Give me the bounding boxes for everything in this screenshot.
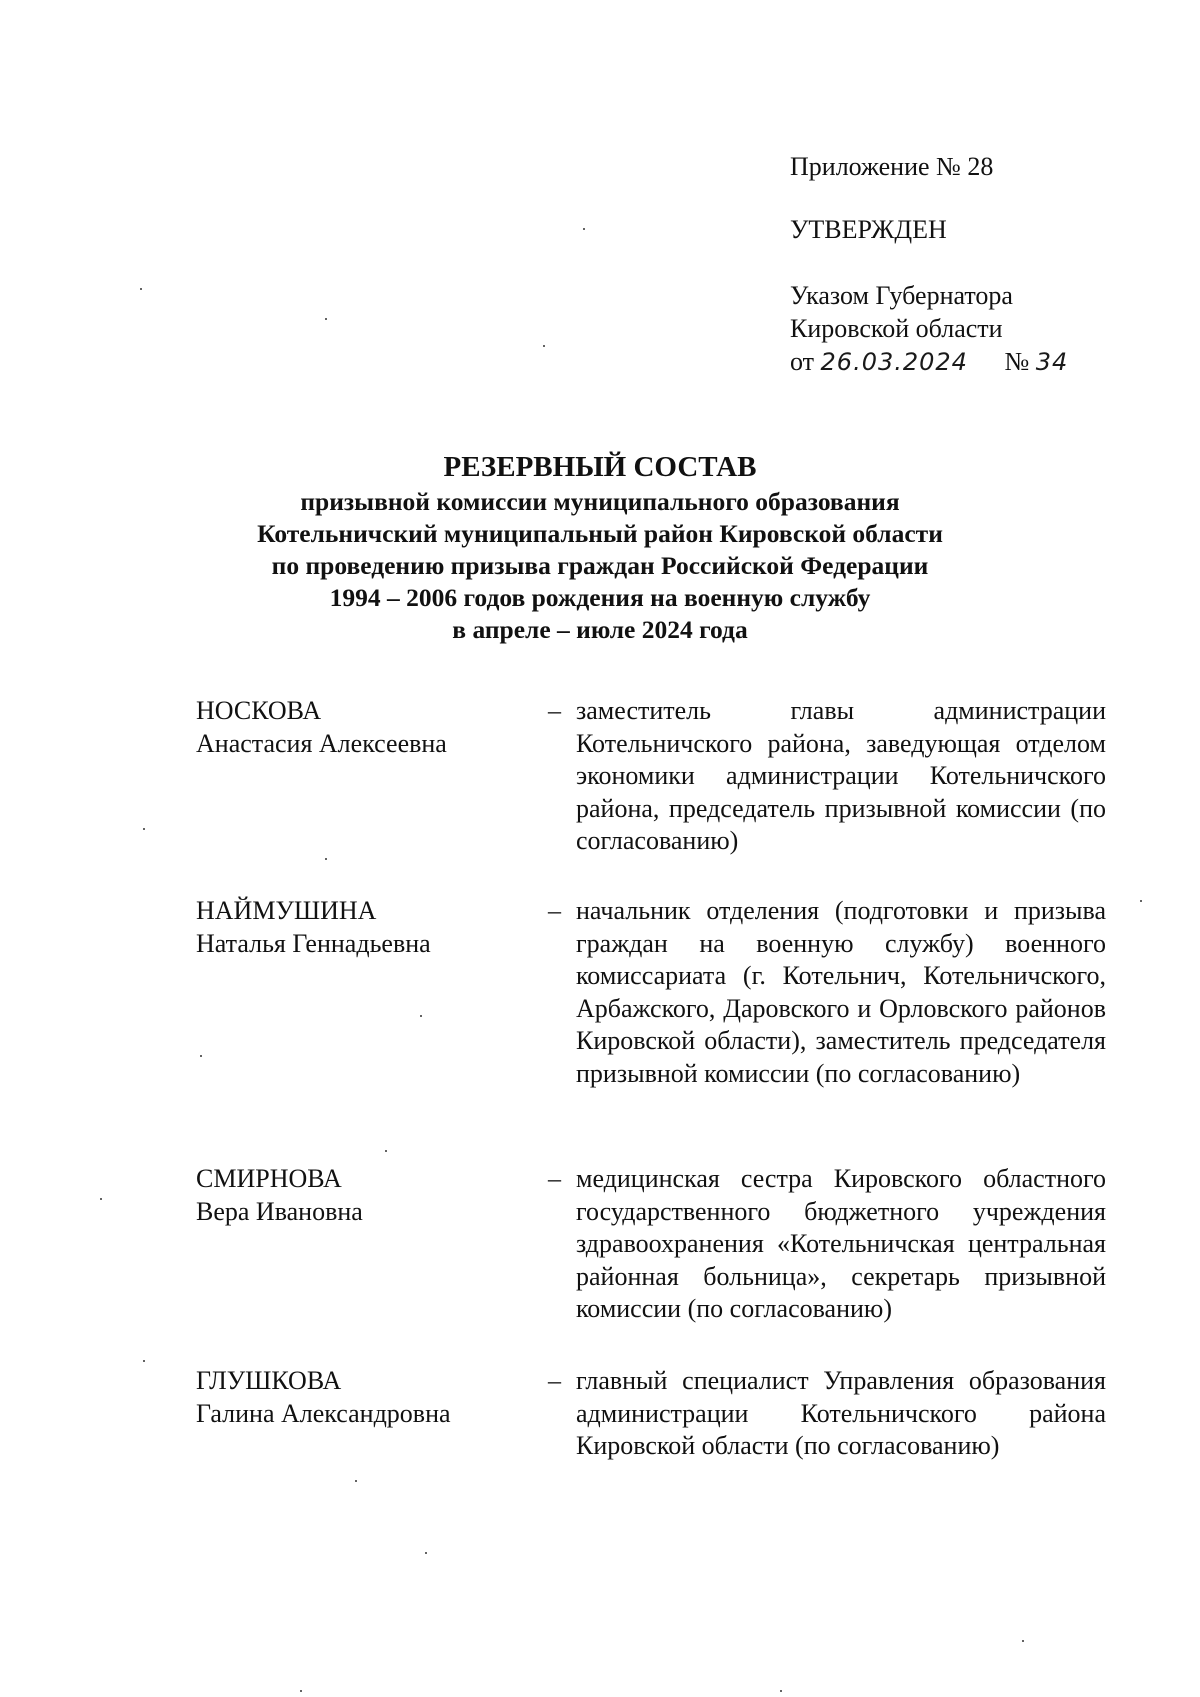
member-surname: НАЙМУШИНА xyxy=(196,896,377,925)
member-dash: – xyxy=(548,1366,561,1395)
scan-speck xyxy=(780,1690,782,1692)
member-given-names: Галина Александровна xyxy=(196,1398,451,1428)
title-line-5: в апреле – июле 2024 года xyxy=(452,615,748,644)
scan-speck xyxy=(200,1055,202,1057)
member-role: заместитель главы администрации Котельничского района, заведующая отделом экономики администрации Котельничского района, председатель призывной комиссии (по согласованию) xyxy=(576,696,1106,855)
decree-date-line xyxy=(790,345,1150,379)
scan-speck xyxy=(143,828,145,830)
scan-speck xyxy=(583,228,585,230)
member-dash: – xyxy=(548,1164,561,1193)
scan-speck xyxy=(543,345,545,347)
scan-speck xyxy=(140,288,142,290)
member-dash: – xyxy=(548,896,561,925)
title-line-1: призывной комиссии муниципального образования xyxy=(300,487,900,516)
approved-label: УТВЕРЖДЕН xyxy=(790,215,947,244)
member-name xyxy=(196,1365,536,1430)
member-role: главный специалист Управления образования администрации Котельничского района Кировской области (по согласованию) xyxy=(576,1366,1106,1460)
scan-speck xyxy=(300,1690,302,1692)
member-dash: – xyxy=(548,696,561,725)
scan-speck xyxy=(425,1552,427,1554)
appendix-number: Приложение № 28 xyxy=(790,152,994,181)
document-title-block xyxy=(0,448,1200,646)
title-line-2: Котельничский муниципальный район Кировской области xyxy=(257,519,943,548)
member-given-names: Наталья Геннадьевна xyxy=(196,928,431,958)
member-name xyxy=(196,695,536,760)
member-name xyxy=(196,895,536,960)
scan-speck xyxy=(1140,900,1142,902)
member-surname: СМИРНОВА xyxy=(196,1164,342,1193)
scan-speck xyxy=(100,1198,102,1200)
scan-speck xyxy=(143,1360,145,1362)
member-role: начальник отделения (подготовки и призыва граждан на военную службу) военного комиссариата (г. Котельнич, Котельничского, Арбажского, Даровского и Орловского районов Кировской области), заместитель председателя призывной комиссии (по согласованию) xyxy=(576,896,1106,1088)
scan-speck xyxy=(420,1015,422,1017)
title-line-4: 1994 – 2006 годов рождения на военную службу xyxy=(329,583,871,612)
member-given-names: Вера Ивановна xyxy=(196,1196,363,1226)
decree-line-2: Кировской области xyxy=(790,314,1003,343)
member-name xyxy=(196,1163,536,1228)
member-surname: ГЛУШКОВА xyxy=(196,1366,342,1395)
scan-speck xyxy=(325,318,327,320)
approval-block xyxy=(790,150,1150,379)
document-title: РЕЗЕРВНЫЙ СОСТАВ xyxy=(443,451,757,483)
scan-speck xyxy=(385,1150,387,1152)
member-given-names: Анастасия Алексеевна xyxy=(196,728,447,758)
from-prefix: от xyxy=(790,347,815,376)
scan-speck xyxy=(1022,1640,1024,1642)
handwritten-date: 26.03.2024 xyxy=(820,348,968,376)
scan-speck xyxy=(325,858,327,860)
number-prefix: № xyxy=(1004,347,1030,376)
scan-speck xyxy=(355,1480,357,1482)
member-role: медицинская сестра Кировского областного государственного бюджетного учреждения здравоохранения «Котельничская центральная районная больница», секретарь призывной комиссии (по согласованию) xyxy=(576,1164,1106,1323)
title-line-3: по проведению призыва граждан Российской Федерации xyxy=(271,551,929,580)
handwritten-number: 34 xyxy=(1035,348,1069,376)
decree-line-1: Указом Губернатора xyxy=(790,281,1013,310)
member-surname: НОСКОВА xyxy=(196,696,322,725)
